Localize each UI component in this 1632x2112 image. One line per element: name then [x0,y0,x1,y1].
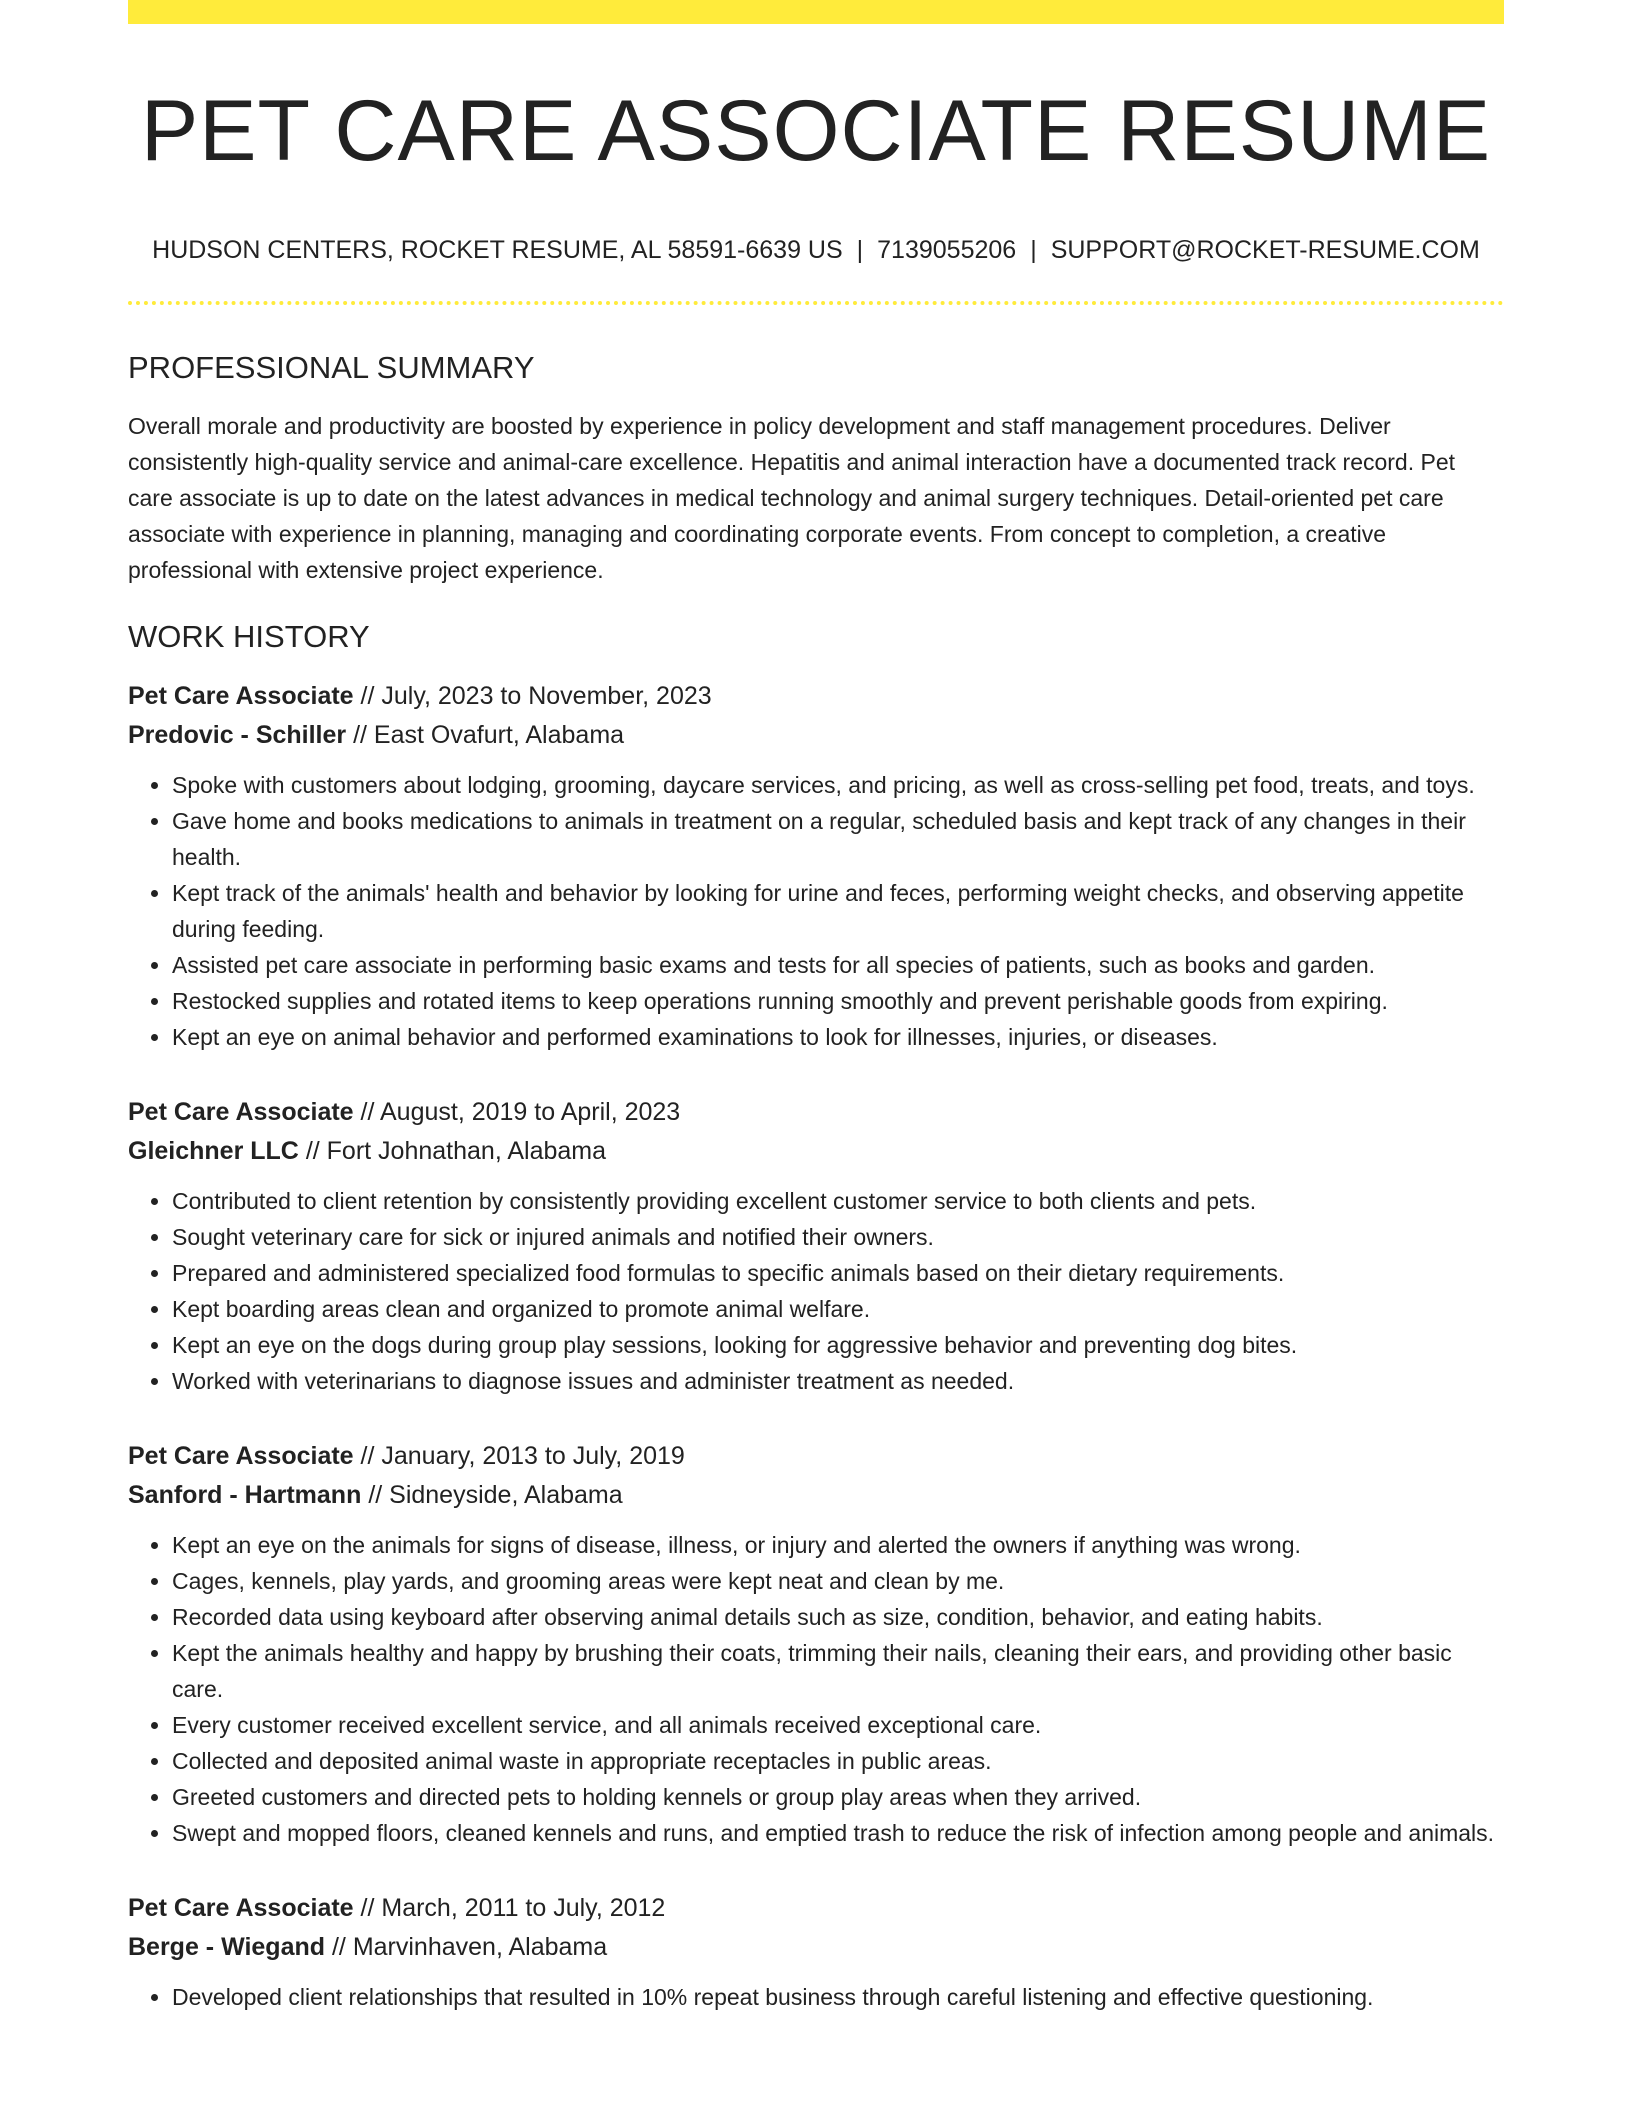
job-role-line [128,677,1504,716]
job-location: // East Ovafurt, Alabama [353,720,625,749]
job-bullet: • Kept the animals healthy and happy by brushing their coats, trimming their nails, cleaning their ears, and providing other basic care. [172,1635,1504,1707]
job-role-line [128,1889,1504,1928]
job-list [128,677,1504,2015]
job-bullet: • Kept boarding areas clean and organized to promote animal welfare. [172,1291,1504,1327]
job-role: Pet Care Associate [128,681,354,710]
contact-separator: | [1030,235,1037,264]
job-bullet-list [128,1183,1504,1399]
section-title-work-history: WORK HISTORY [128,618,370,654]
job-role: Pet Care Associate [128,1097,354,1126]
job-company-line [128,1928,1504,1967]
job-bullet: • Restocked supplies and rotated items to keep operations running smoothly and prevent perishable goods from expiring. [172,983,1504,1019]
job-bullet: • Collected and deposited animal waste in appropriate receptacles in public areas. [172,1743,1504,1779]
job-role-line [128,1437,1504,1476]
job-dates: // January, 2013 to July, 2019 [360,1441,685,1470]
job-bullet-list [128,767,1504,1055]
job-dates: // August, 2019 to April, 2023 [360,1097,681,1126]
work-history-section [128,618,1504,2015]
job-company-line [128,1476,1504,1515]
job-role: Pet Care Associate [128,1893,354,1922]
job-bullet: • Every customer received excellent service, and all animals received exceptional care. [172,1707,1504,1743]
summary-text: Overall morale and productivity are boosted by experience in policy development and staff management procedures. Deliver consistently high-quality service and animal-care excellence. Hepatitis and animal interaction have a documented track record. Pet care associate is up to date on the latest advances in medical technology and animal surgery techniques. Detail-oriented pet care associate with experience in planning, managing and coordinating corporate events. From concept to completion, a creative professional with extensive project experience. [128,412,1456,583]
job-location: // Fort Johnathan, Alabama [305,1136,607,1165]
contact-address: HUDSON CENTERS, ROCKET RESUME, AL 58591-6639 US [152,235,843,264]
contact-email: SUPPORT@ROCKET-RESUME.COM [1050,235,1480,264]
job-bullet: • Greeted customers and directed pets to holding kennels or group play areas when they arrived. [172,1779,1504,1815]
job-bullet: • Assisted pet care associate in performing basic exams and tests for all species of patients, such as books and garden. [172,947,1504,983]
job-company-line [128,1132,1504,1171]
job-bullet: • Kept track of the animals' health and behavior by looking for urine and feces, performing weight checks, and observing appetite during feeding. [172,875,1504,947]
job-bullet: • Worked with veterinarians to diagnose issues and administer treatment as needed. [172,1363,1504,1399]
job-bullet: • Sought veterinary care for sick or injured animals and notified their owners. [172,1219,1504,1255]
job-dates: // July, 2023 to November, 2023 [360,681,712,710]
job-company: Berge - Wiegand [128,1932,326,1961]
job-bullet: • Swept and mopped floors, cleaned kennels and runs, and emptied trash to reduce the risk of infection among people and animals. [172,1815,1504,1851]
accent-top-bar [128,0,1504,24]
job-bullet: • Recorded data using keyboard after observing animal details such as size, condition, behavior, and eating habits. [172,1599,1504,1635]
job-dates: // March, 2011 to July, 2012 [360,1893,666,1922]
job-company: Sanford - Hartmann [128,1480,362,1509]
job-location: // Sidneyside, Alabama [368,1480,623,1509]
job-bullet: • Cages, kennels, play yards, and grooming areas were kept neat and clean by me. [172,1563,1504,1599]
job-bullet-list [128,1527,1504,1851]
contact-separator: | [856,235,864,264]
contact-line [128,235,1504,265]
job-role-line [128,1093,1504,1132]
job-bullet: • Contributed to client retention by consistently providing excellent customer service to both clients and pets. [172,1183,1504,1219]
job-company-line [128,716,1504,755]
contact-phone: 7139055206 [877,235,1017,264]
job-entry [128,677,1504,1055]
job-bullet: • Kept an eye on animal behavior and performed examinations to look for illnesses, injuries, or diseases. [172,1019,1504,1055]
job-entry [128,1093,1504,1399]
job-role: Pet Care Associate [128,1441,354,1470]
professional-summary-section [128,349,1504,588]
resume-title: PET CARE ASSOCIATE RESUME [140,83,1492,179]
job-bullet: • Spoke with customers about lodging, grooming, daycare services, and pricing, as well as cross-selling pet food, treats, and toys. [172,767,1504,803]
dotted-divider [128,301,1504,305]
job-bullet: • Kept an eye on the dogs during group play sessions, looking for aggressive behavior and preventing dog bites. [172,1327,1504,1363]
job-entry [128,1889,1504,2015]
job-company: Predovic - Schiller [128,720,347,749]
resume-page [128,0,1504,2015]
job-company: Gleichner LLC [128,1136,299,1165]
job-bullet: • Gave home and books medications to animals in treatment on a regular, scheduled basis and kept track of any changes in their health. [172,803,1504,875]
job-bullet: • Kept an eye on the animals for signs of disease, illness, or injury and alerted the owners if anything was wrong. [172,1527,1504,1563]
job-bullet: • Prepared and administered specialized food formulas to specific animals based on their dietary requirements. [172,1255,1504,1291]
job-bullet-list [128,1979,1504,2015]
job-bullet: • Developed client relationships that resulted in 10% repeat business through careful listening and effective questioning. [172,1979,1504,2015]
job-entry [128,1437,1504,1851]
section-title-summary: PROFESSIONAL SUMMARY [128,349,535,385]
job-location: // Marvinhaven, Alabama [331,1932,608,1961]
